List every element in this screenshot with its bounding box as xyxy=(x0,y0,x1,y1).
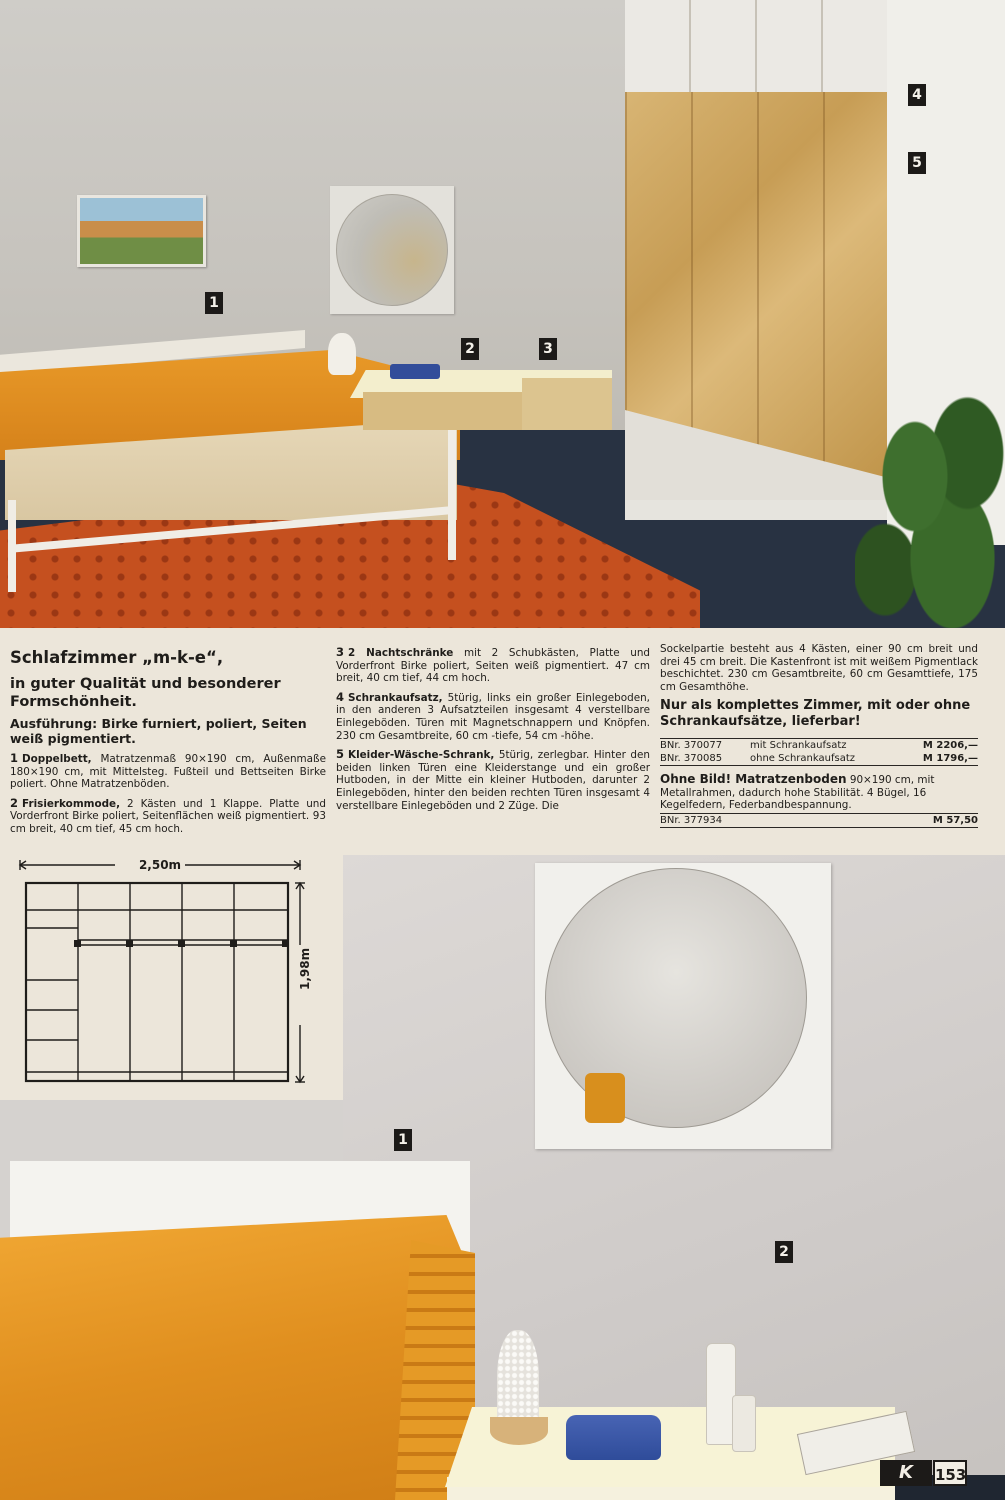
item-5-continuation: Sockelpartie besteht aus 4 Kästen, einer 90 cm breit und drei 45 cm breit. Die Kastenfront ist mit weißem Pigmentlack beschichtet. 230 cm Gesamtbreite, 60 cm Gesamttiefe, 175 cm Gesamthöhe. xyxy=(660,643,978,693)
mattress-price-row xyxy=(660,813,978,828)
item-description: 2 Kästen und 1 Klappe. Platte und Vorderfront Birke poliert, Seitenflächen weiß pigmentiert. 93 cm breit, 40 cm tief, 45 cm hoch. xyxy=(10,797,326,835)
item-name: 2 Nachtschränke xyxy=(348,647,454,659)
item-1 xyxy=(10,752,326,791)
text-column-2 xyxy=(336,646,650,818)
execution-note: Ausführung: Birke furniert, poliert, Seiten weiß pigmentiert. xyxy=(10,716,307,746)
wall-mirror xyxy=(330,186,454,314)
item-number: 1 xyxy=(10,751,19,765)
round-mirror-glass xyxy=(336,194,448,306)
wall-painting xyxy=(77,195,206,267)
marker-3: 3 xyxy=(539,338,557,360)
cosmetic-bottle xyxy=(732,1395,756,1452)
mattress-note xyxy=(660,773,978,812)
price-value: M 2206,— xyxy=(922,740,978,751)
plant xyxy=(855,395,1005,628)
item-number: 3 xyxy=(336,645,345,659)
price-row xyxy=(660,752,978,765)
item-3 xyxy=(336,646,650,685)
catalog-subtitle: in guter Qualität und besonderer Formschönheit. xyxy=(10,676,281,710)
item-number: 2 xyxy=(10,795,19,810)
complete-room-note: Nur als komplettes Zimmer, mit oder ohne Schrankaufsätze, lieferbar! xyxy=(660,698,971,729)
mattress-text: 90×190 cm, mit Metallrahmen, dadurch hohe Stabilität. 4 Bügel, 16 Kegelfedern, Federbandbespannung. xyxy=(660,774,935,812)
item-name: Kleider-Wäsche-Schrank, xyxy=(348,749,495,762)
text-column-1 xyxy=(10,752,326,842)
dresser-front xyxy=(363,392,523,430)
top-bedroom-photo xyxy=(0,0,1005,628)
cosmetic-case xyxy=(390,364,440,379)
order-number: BNr. 370077 xyxy=(660,740,723,751)
item-4 xyxy=(336,691,650,742)
price-value: M 57,50 xyxy=(932,815,978,826)
price-row xyxy=(660,814,978,827)
item-name: Schrankaufsatz, xyxy=(348,691,443,704)
marker-2: 2 xyxy=(775,1241,793,1263)
text-column-3 xyxy=(660,643,978,699)
item-5 xyxy=(336,748,650,812)
marker-5: 5 xyxy=(908,152,926,174)
price-table xyxy=(660,738,978,766)
marker-2: 2 xyxy=(461,338,479,360)
item-2 xyxy=(10,797,326,836)
wardrobe-drawing xyxy=(10,850,342,1100)
item-name: Frisierkommode, xyxy=(22,797,121,810)
item-description: mit 2 Schubkästen, Platte und Vorderfront Birke poliert, Seiten weiß pigmentiert. 47 cm breit, 40 cm tief, 44 cm hoch. xyxy=(336,647,651,685)
wall-mirror xyxy=(535,863,831,1149)
price-description xyxy=(750,814,918,827)
lamp xyxy=(328,333,356,375)
width-dimension-label: 2,50m xyxy=(138,858,182,872)
marker-1: 1 xyxy=(205,292,223,314)
mattress-lead: Ohne Bild! Matratzenboden xyxy=(660,772,847,786)
price-row xyxy=(660,739,978,752)
item-number: 4 xyxy=(336,689,345,704)
marker-1: 1 xyxy=(394,1129,412,1151)
order-number: BNr. 370085 xyxy=(660,753,723,764)
item-description: 5türig, links ein großer Einlegeboden, in den anderen 3 Aufsatzteilen insgesamt 4 verstellbare Einlegeböden. Türen mit Magnetschnappern und Knöpfen. 230 cm Gesamtbreite, 60 cm -tiefe, 54 cm -höhe. xyxy=(336,691,650,742)
price-value: M 1796,— xyxy=(922,753,978,764)
wardrobe-top-unit xyxy=(625,0,890,102)
order-number: BNr. 377934 xyxy=(660,815,723,826)
cosmetic-case xyxy=(566,1415,661,1460)
height-dimension-label: 1,98m xyxy=(298,947,312,990)
price-description: ohne Schrankaufsatz xyxy=(750,753,855,764)
marker-4: 4 xyxy=(908,84,926,106)
item-number: 5 xyxy=(336,747,345,762)
publisher-logo: K xyxy=(880,1460,932,1486)
item-description: 5türig, zerlegbar. Hinter den beiden linken Türen eine Kleiderstange und ein großer Hutboden, in der Mitte ein kleiner Hutboden, darunter 2 Einlegeböden, hinter den beiden rechten Türen insgesamt 4 verstellbare Einlegeböden und 2 Züge. Die xyxy=(336,749,650,812)
page-number: 153 xyxy=(933,1460,967,1486)
wardrobe-dimension-diagram xyxy=(10,850,342,1100)
item-description: Matratzenmaß 90×190 cm, Außenmaße 180×190 cm, mit Mittelsteg. Fußteil und Bettseiten Birke poliert. Ohne Matratzenböden. xyxy=(10,753,326,791)
mirror-reflection xyxy=(585,1073,625,1123)
price-description: mit Schrankaufsatz xyxy=(750,740,847,751)
nightstand xyxy=(522,378,612,430)
lamp-base xyxy=(490,1417,548,1445)
catalog-title: Schlafzimmer „m-k-e“, xyxy=(10,648,224,667)
item-name: Doppelbett, xyxy=(22,753,92,765)
bed-leg xyxy=(448,420,456,560)
